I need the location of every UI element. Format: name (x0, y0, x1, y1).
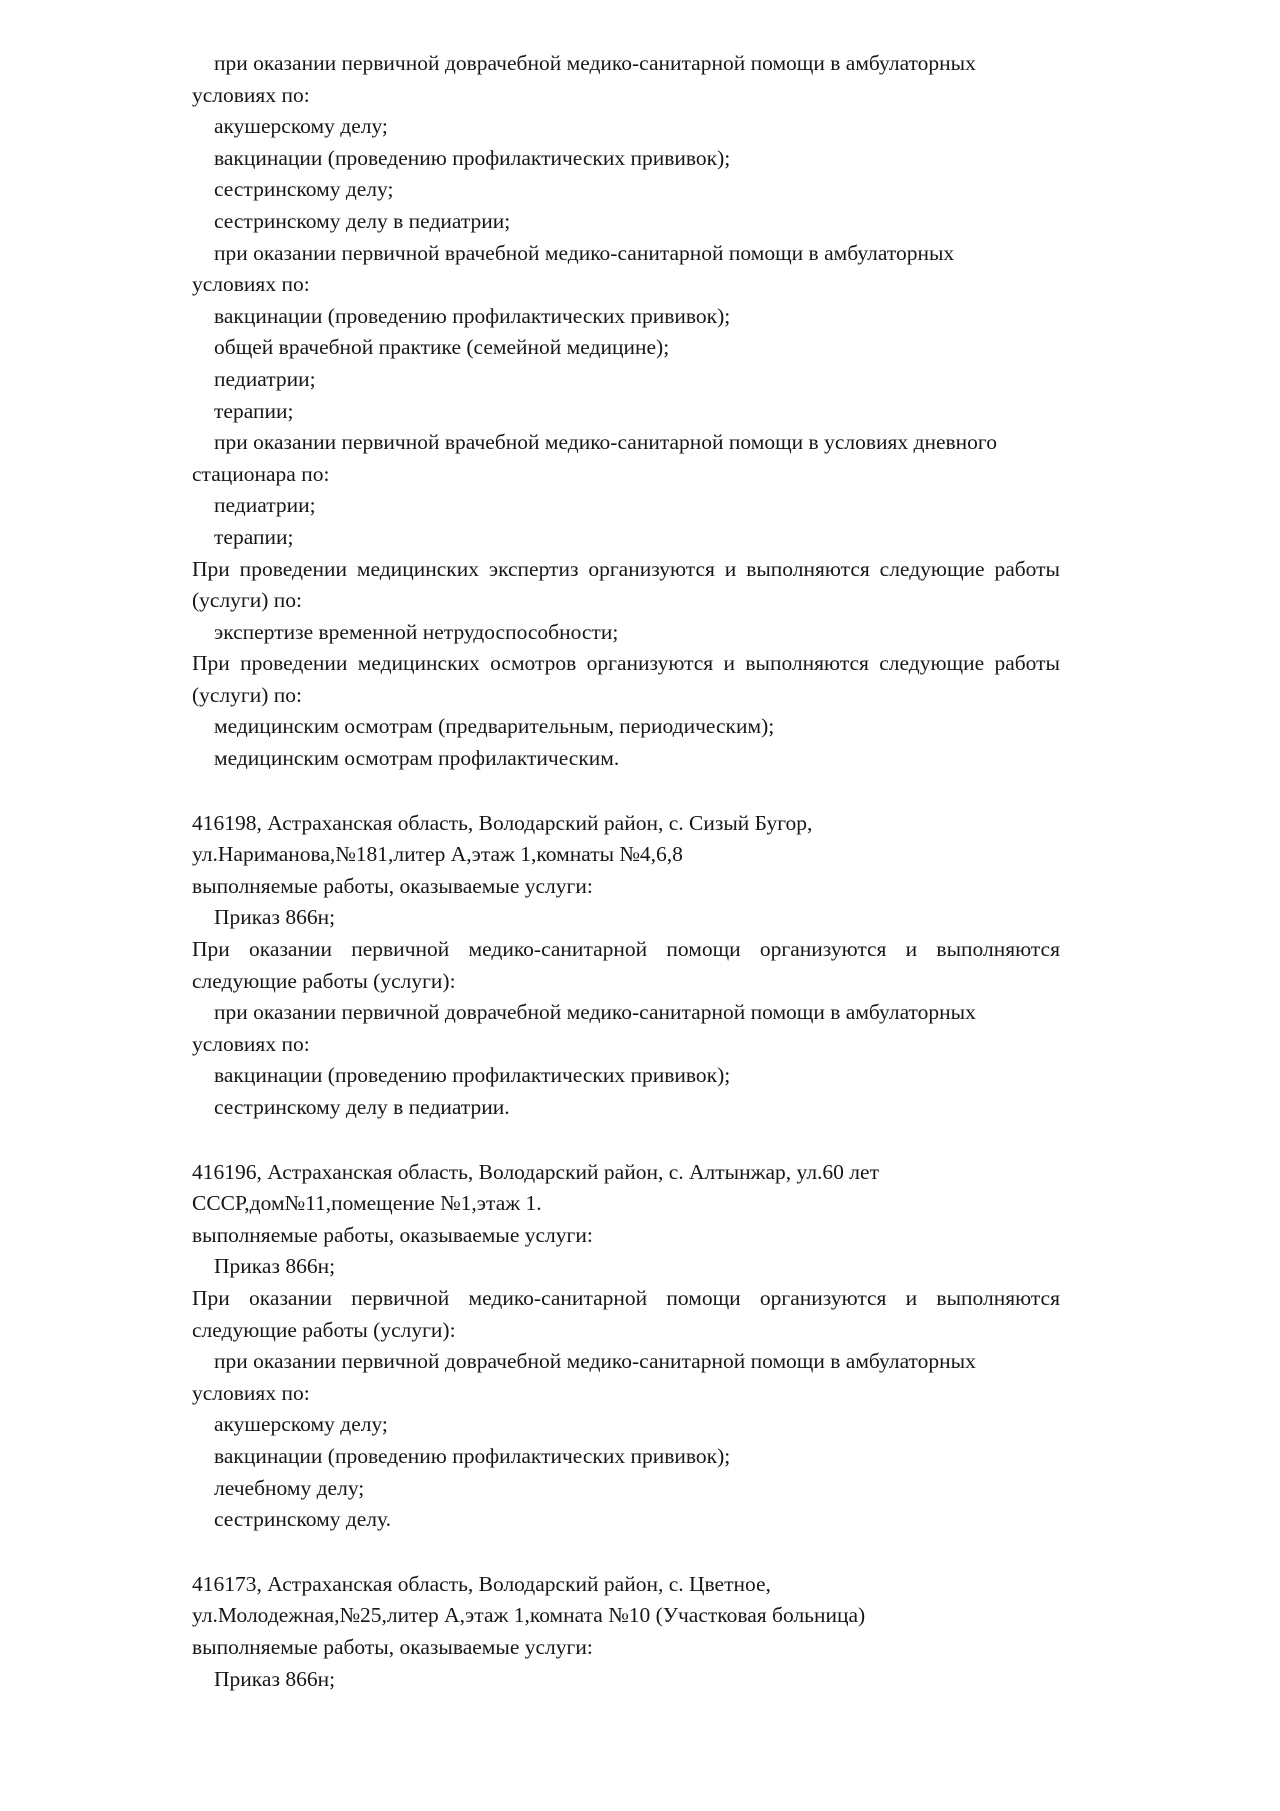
text-line: условиях по: (192, 1380, 310, 1405)
text-line: при оказании первичной врачебной медико-санитарной помощи в амбулаторных (214, 240, 955, 265)
block-altynzhar (192, 1157, 1066, 1536)
text-line: При оказании первичной медико-санитарной помощи организуются и выполняются следующие работы (услуги): (192, 1285, 1066, 1342)
text-line: выполняемые работы, оказываемые услуги: (192, 1222, 593, 1247)
text-line: сестринскому делу; (214, 177, 394, 202)
text-line: Приказ 866н; (214, 1254, 336, 1279)
text-line: акушерскому делу; (214, 114, 388, 139)
text-line: экспертизе временной нетрудоспособности; (214, 619, 619, 644)
text-line: при оказании первичной доврачебной медико-санитарной помощи в амбулаторных (214, 1349, 976, 1374)
text-line: вакцинации (проведению профилактических прививок); (214, 145, 731, 170)
text-line: При проведении медицинских экспертиз организуются и выполняются следующие работы (услуги) по: (192, 556, 1066, 613)
block-services-continued (192, 48, 1066, 775)
text-line: педиатрии; (214, 366, 316, 391)
text-line: СССР,дом№11,помещение №1,этаж 1. (192, 1191, 542, 1216)
text-line: акушерскому делу; (214, 1412, 388, 1437)
text-line: общей врачебной практике (семейной медицине); (214, 335, 670, 360)
text-line: выполняемые работы, оказываемые услуги: (192, 1634, 593, 1659)
text-line: сестринскому делу. (214, 1507, 391, 1532)
text-line: ул.Нариманова,№181,литер А,этаж 1,комнаты №4,6,8 (192, 842, 683, 867)
block-spacer (192, 1124, 1060, 1157)
text-line: медицинским осмотрам (предварительным, периодическим); (214, 714, 775, 739)
text-line: медицинским осмотрам профилактическим. (214, 746, 620, 771)
text-line: при оказании первичной доврачебной медико-санитарной помощи в амбулаторных (214, 1000, 976, 1025)
text-line: стационара по: (192, 461, 330, 486)
text-line: Приказ 866н; (214, 1666, 336, 1691)
text-line: 416196, Астраханская область, Володарский район, с. Алтынжар, ул.60 лет (192, 1159, 879, 1184)
text-line: условиях по: (192, 1031, 310, 1056)
text-line: При оказании первичной медико-санитарной помощи организуются и выполняются следующие работы (услуги): (192, 937, 1066, 993)
text-line: при оказании первичной врачебной медико-санитарной помощи в условиях дневного (214, 430, 997, 455)
text-line: вакцинации (проведению профилактических прививок); (214, 1063, 731, 1088)
text-line: сестринскому делу в педиатрии; (214, 208, 511, 233)
text-line: при оказании первичной доврачебной медико-санитарной помощи в амбулаторных (214, 51, 976, 75)
text-line: педиатрии; (214, 493, 316, 518)
text-line: Приказ 866н; (214, 905, 336, 930)
text-line: 416173, Астраханская область, Володарский район, с. Цветное, (192, 1571, 771, 1596)
text-line: 416198, Астраханская область, Володарский район, с. Сизый Бугор, (192, 810, 813, 835)
document-text-body (192, 48, 1066, 1695)
text-line: ул.Молодежная,№25,литер А,этаж 1,комната №10 (Участковая больница) (192, 1603, 866, 1628)
block-spacer (192, 775, 1060, 808)
block-sizyy-bugor (192, 808, 1066, 1124)
text-line: условиях по: (192, 272, 310, 297)
text-line: выполняемые работы, оказываемые услуги: (192, 873, 593, 898)
block-spacer (192, 1536, 1060, 1569)
text-line: При проведении медицинских осмотров организуются и выполняются следующие работы (услуги) по: (192, 651, 1066, 707)
text-line: вакцинации (проведению профилактических прививок); (214, 303, 731, 328)
text-line: вакцинации (проведению профилактических прививок); (214, 1443, 731, 1468)
text-line: терапии; (214, 524, 294, 549)
text-line: терапии; (214, 398, 294, 423)
block-tsvetnoe (192, 1569, 1060, 1695)
text-line: сестринскому делу в педиатрии. (214, 1095, 510, 1119)
text-line: лечебному делу; (214, 1475, 365, 1500)
text-line: условиях по: (192, 82, 310, 107)
